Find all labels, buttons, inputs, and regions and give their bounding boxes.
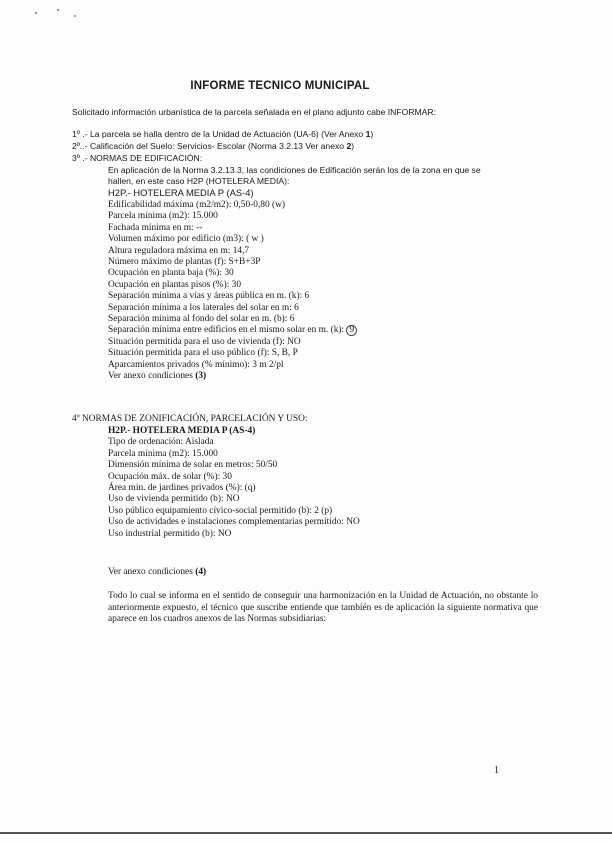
item-1-tail: )	[370, 129, 374, 139]
document-title: INFORME TECNICO MUNICIPAL	[190, 80, 370, 92]
annex-number: (3)	[195, 371, 207, 382]
item-1-annex: 1	[365, 129, 371, 139]
closing-paragraph: Todo lo cual se informa en el sentido de conseguir una harmonización en la Unidad de Actuación, no obstante lo anteriormente expuesto, el técnico que suscribe entiende que también es de aplicación la siguiente normativa que aparece en los cuadros anexos de las Normas subsidiarias:	[108, 591, 538, 625]
condition-row: Parcela mínima (m2): 15.000	[108, 211, 218, 222]
item-4-conditions	[108, 426, 360, 540]
condition-row: Área mín. de jardines privados (%): (q)	[108, 483, 256, 494]
condition-row: Aparcamientos privados (% mínimo): 3 m 2/pl	[108, 359, 284, 370]
condition-row: Ocupación en plantas pisos (%): 30	[108, 279, 242, 290]
scan-speck	[57, 9, 59, 11]
annex-text: Ver anexo condiciones	[108, 567, 196, 577]
item-2-annex: 2	[346, 141, 352, 151]
condition-row: Situación permitida para el uso público (f): S, B, P	[108, 348, 298, 359]
condition-row: Separación mínima al fondo del solar en m. (b): 6	[108, 314, 295, 325]
annex-reference	[108, 371, 357, 382]
item-3-conditions	[108, 200, 357, 383]
item-2	[72, 141, 354, 152]
item-1	[72, 129, 373, 140]
condition-row: Uso público equipamiento cívico-social permitido (b): 2 (p)	[108, 505, 333, 516]
item-3-zone: H2P.- HOTELERA MEDIA P (AS-4)	[108, 187, 254, 198]
item-3-intro	[108, 165, 481, 186]
condition-row: Separación mínima a vías y áreas pública en m. (k): 6	[108, 291, 310, 302]
condition-label: Separación mínima entre edificios en el mismo solar en m. (k):	[108, 325, 345, 336]
item-2-tail: )	[351, 141, 355, 151]
intro-text: Solicitado información urbanística de la parcela señalada en el plano adjunto cabe INFORMAR:	[72, 107, 437, 117]
annex-number: (4)	[195, 567, 207, 577]
annex-text: Ver anexo condiciones	[108, 371, 196, 382]
item-4-heading: 4º NORMAS DE ZONIFICACIÓN, PARCELACIÓN Y USO:	[72, 414, 308, 424]
item-4-annex	[108, 567, 206, 578]
condition-row	[108, 325, 357, 336]
item-1-text: 1º .- La parcela se halla dentro de la Unidad de Actuación (UA-6) (Ver Anexo	[72, 129, 366, 139]
item-3-line: hallen, en este caso H2P (HOTELERA MEDIA):	[108, 175, 290, 186]
condition-row: Dimensión mínima de solar en metros: 50/50	[108, 460, 278, 471]
item-3-line: En aplicación de la Norma 3.2.13.3, las condiciones de Edificación serán los de la zona en que se	[108, 165, 481, 175]
condition-row: Separación mínima a los laterales del solar en m: 6	[108, 302, 299, 313]
condition-row: Situación permitida para el uso de vivienda (f): NO	[108, 336, 301, 347]
condition-row: Ocupación en planta baja (%): 30	[108, 268, 234, 279]
condition-row: Tipo de ordenación: Aislada	[108, 437, 214, 448]
condition-row: Ocupación máx. de solar (%): 30	[108, 471, 232, 482]
item-3-heading: 3º .- NORMAS DE EDIFICACIÓN:	[72, 153, 203, 163]
item-2-text: 2º..- Calificación del Suelo: Servicios- Escolar (Norma 3.2.13 Ver anexo	[72, 141, 347, 151]
condition-row: Volumen máximo por edificio (m3): ( w )	[108, 234, 264, 245]
condition-row: Uso industrial permitido (b): NO	[108, 528, 232, 539]
condition-row: Uso de actividades e instalaciones complementarias permitido: NO	[108, 517, 360, 528]
circled-value: 9	[346, 325, 357, 336]
scan-speck	[74, 15, 76, 17]
condition-row: Edificabilidad máxima (m2/m2): 0,50-0,80 (w)	[108, 200, 286, 210]
page-number: 1	[494, 765, 499, 776]
condition-row: Parcela mínima (m2): 15.000	[108, 448, 218, 459]
item-4-zone: H2P.- HOTELERA MEDIA P (AS-4)	[108, 426, 256, 436]
condition-row: Altura reguladora máxima en m: 14,7	[108, 245, 250, 256]
scan-edge-line	[0, 832, 612, 834]
scan-speck	[35, 12, 37, 14]
condition-row: Número máximo de plantas (f): S+B+3P	[108, 257, 261, 268]
condition-row: Fachada mínima en m: --	[108, 222, 203, 233]
condition-row: Uso de vivienda permitido (b): NO	[108, 494, 240, 505]
